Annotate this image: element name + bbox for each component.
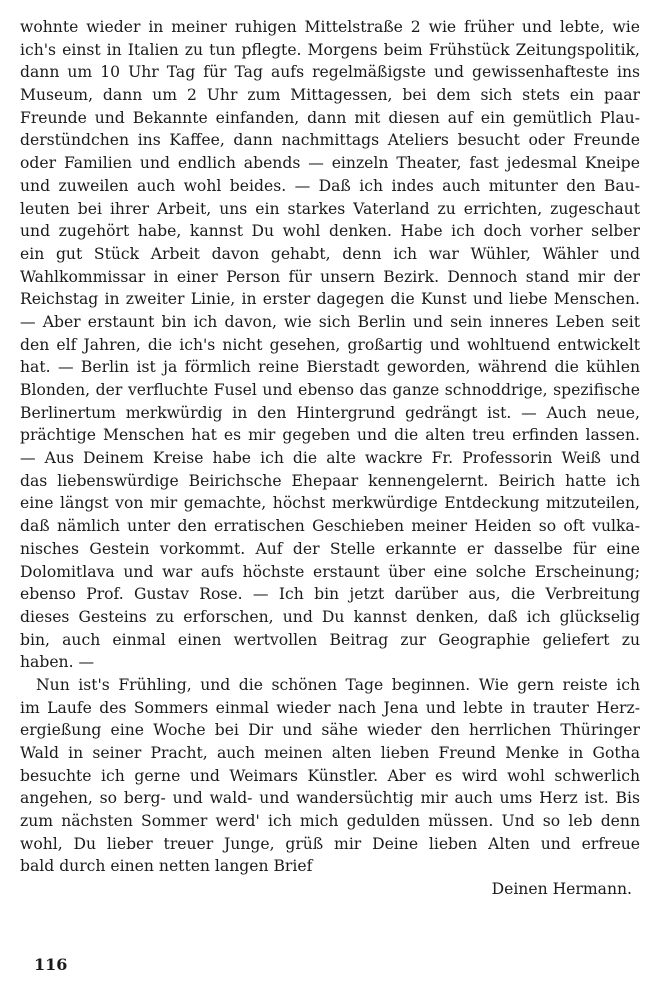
text-line-17: Blonden, der verfluchte Fusel und ebenso das ganze schnoddrige, spezifische xyxy=(20,381,640,399)
text-line-37: wohl, Du lieber treuer Junge, grüß mir Deine lieben Alten und erfreue xyxy=(20,834,640,853)
letter-text xyxy=(20,16,640,901)
text-line-21: das liebenswürdige Beirichsche Ehepaar kennengelernt. Beirich hatte ich xyxy=(20,471,640,490)
text-line-12: Wahlkommissar in einer Person für unsern Bezirk. Dennoch stand mir der xyxy=(20,267,640,286)
text-line-18: Berlinertum merkwürdig in den Hintergrund gedrängt ist. — Auch neue, xyxy=(20,403,640,422)
letter-signature: Deinen Hermann. xyxy=(491,880,632,899)
text-line-34: besuchte ich gerne und Weimars Künstler. Aber es wird wohl schwerlich xyxy=(20,766,640,785)
text-line-26: ebenso Prof. Gustav Rose. — Ich bin jetzt darüber aus, die Verbreitung xyxy=(20,585,640,604)
text-line-28: bin, auch einmal einen wertvollen Beitrag zur Geographie geliefert zu xyxy=(20,630,640,649)
text-line-27: dieses Gesteins zu erforschen, und Du kannst denken, daß ich glückselig xyxy=(20,607,640,626)
text-line-1: wohnte wieder in meiner ruhigen Mittelstraße 2 wie früher und lebte, wie xyxy=(20,18,640,36)
page-number: 116 xyxy=(34,955,68,974)
text-line-11: ein gut Stück Arbeit davon gehabt, denn ich war Wühler, Wähler und xyxy=(20,244,640,263)
text-line-29: haben. — xyxy=(20,653,95,672)
text-line-22: eine längst von mir gemachte, höchst merkwürdige Entdeckung mitzuteilen, xyxy=(20,494,640,513)
text-line-13: Reichstag in zweiter Linie, in erster dagegen die Kunst und liebe Menschen. xyxy=(20,290,640,309)
text-line-3: dann um 10 Uhr Tag für Tag aufs regelmäßigste und gewissenhafteste ins xyxy=(20,63,640,82)
text-line-33: Wald in seiner Pracht, auch meinen alten lieben Freund Menke in Gotha xyxy=(20,744,640,762)
text-line-35: angehen, so berg- und wald- und wandersüchtig mir auch ums Herz ist. Bis xyxy=(20,789,640,808)
text-line-15: den elf Jahren, die ich's nicht gesehen, großartig und wohltuend entwickelt xyxy=(20,335,640,354)
text-line-31: im Laufe des Sommers einmal wieder nach Jena und lebte in trauter Herz- xyxy=(20,698,640,717)
text-line-32: ergießung eine Woche bei Dir und sähe wieder den herrlichen Thüringer xyxy=(20,721,640,740)
text-line-19: prächtige Menschen hat es mir gegeben und die alten treu erfinden lassen. xyxy=(20,426,640,445)
text-line-7: oder Familien und endlich abends — einzeln Theater, fast jedesmal Kneipe xyxy=(20,154,640,173)
text-line-16: hat. — Berlin ist ja förmlich reine Bierstadt geworden, während die kühlen xyxy=(20,358,640,377)
text-line-14: — Aber erstaunt bin ich davon, wie sich Berlin und sein inneres Leben seit xyxy=(20,312,640,331)
text-line-36: zum nächsten Sommer werd' ich mich gedulden müssen. Und so leb denn xyxy=(20,812,640,831)
text-line-8: und zuweilen auch wohl beides. — Daß ich indes auch mitunter den Bau- xyxy=(20,176,640,195)
text-line-6: derstündchen ins Kaffee, dann nachmittags Ateliers besucht oder Freunde xyxy=(20,131,640,150)
text-line-5: Freunde und Bekannte einfanden, dann mit diesen auf ein gemütlich Plau- xyxy=(20,108,640,127)
text-line-24: nisches Gestein vorkommt. Auf der Stelle erkannte er dasselbe für eine xyxy=(20,539,640,558)
text-line-30: Nun ist's Frühling, und die schönen Tage beginnen. Wie gern reiste ich xyxy=(36,675,640,694)
text-line-9: leuten bei ihrer Arbeit, uns ein starkes Vaterland zu errichten, zugeschaut xyxy=(20,199,640,218)
text-line-25: Dolomitlava und war aufs höchste erstaunt über eine solche Erscheinung; xyxy=(20,562,640,581)
text-line-20: — Aus Deinem Kreise habe ich die alte wackre Fr. Professorin Weiß und xyxy=(20,449,640,468)
text-line-2: ich's einst in Italien zu tun pflegte. Morgens beim Frühstück Zeitungspolitik, xyxy=(20,40,640,59)
text-line-4: Museum, dann um 2 Uhr zum Mittagessen, bei dem sich stets ein paar xyxy=(20,86,640,105)
text-line-38: bald durch einen netten langen Brief xyxy=(20,857,313,876)
text-line-23: daß nämlich unter den erratischen Geschieben meiner Heiden so oft vulka- xyxy=(20,517,640,536)
text-line-10: und zugehört habe, kannst Du wohl denken. Habe ich doch vorher selber xyxy=(20,222,640,241)
